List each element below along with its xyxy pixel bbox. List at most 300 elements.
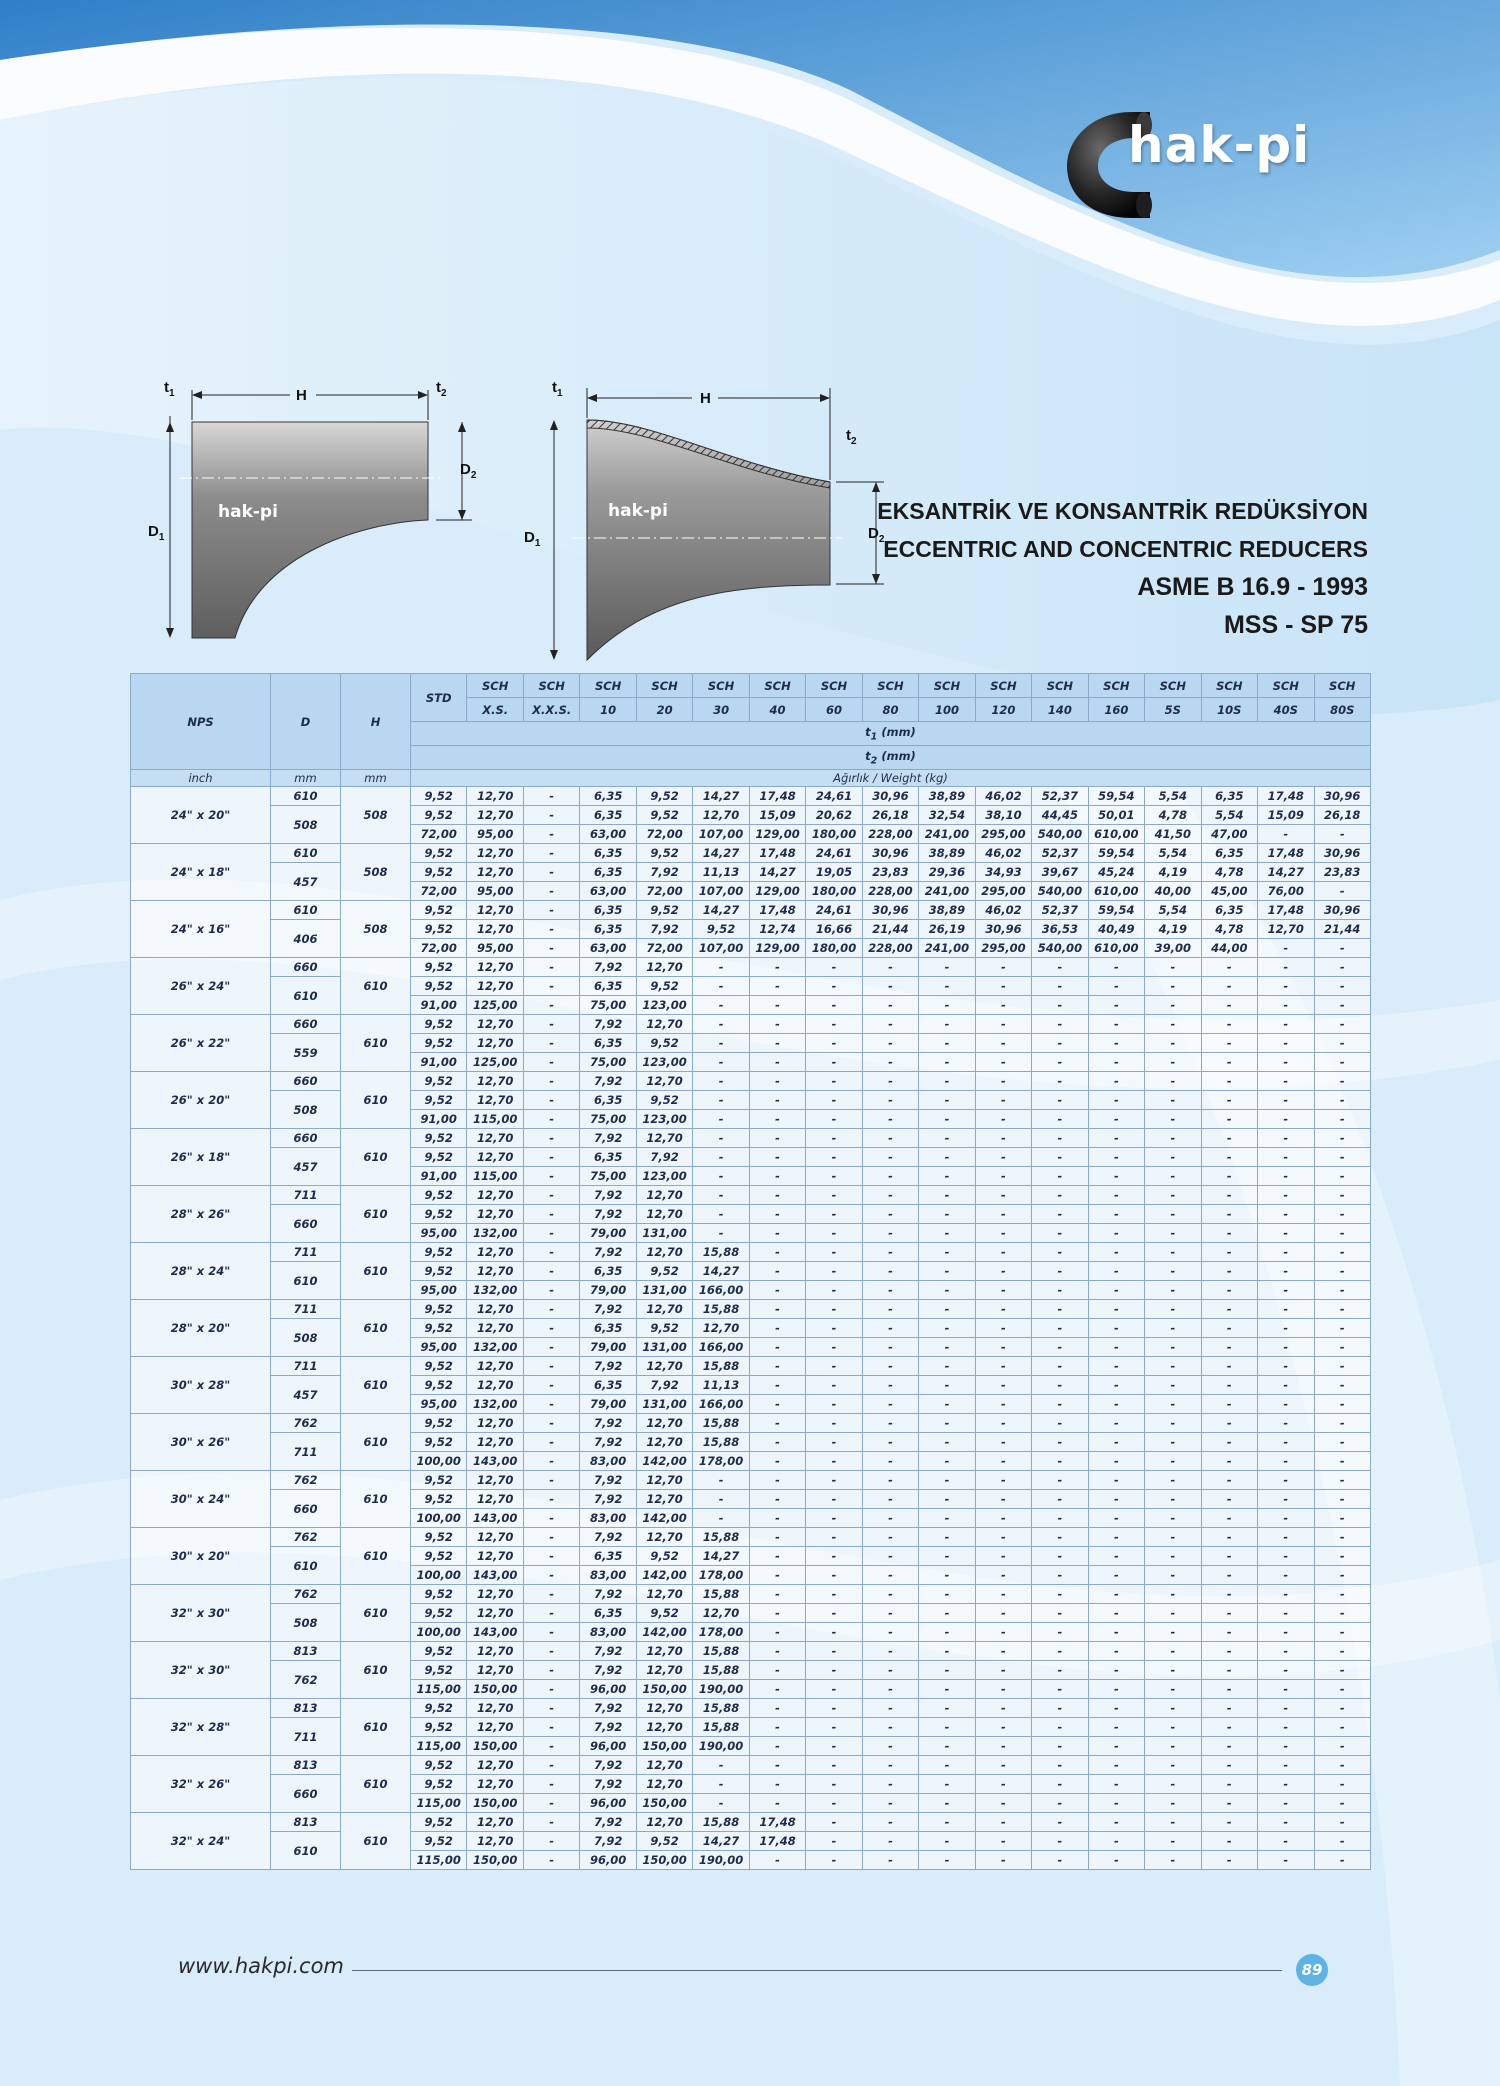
value-cell: - xyxy=(1201,1547,1257,1566)
value-cell: 7,92 xyxy=(580,1205,636,1224)
value-cell: 17,48 xyxy=(749,901,805,920)
value-cell: 295,00 xyxy=(975,825,1031,844)
value-cell: - xyxy=(975,1091,1031,1110)
value-cell: - xyxy=(862,1262,918,1281)
header-d: D xyxy=(271,674,341,770)
value-cell: - xyxy=(1088,1053,1144,1072)
value-cell: - xyxy=(523,1053,579,1072)
value-cell: - xyxy=(1201,1566,1257,1585)
value-cell: 72,00 xyxy=(636,882,692,901)
value-cell: 12,70 xyxy=(467,1376,523,1395)
value-cell: - xyxy=(1201,1490,1257,1509)
value-cell: - xyxy=(523,1585,579,1604)
brand-name: hak-pi xyxy=(1128,116,1311,174)
header-t1-sub: 1 xyxy=(870,731,878,743)
h-cell: 610 xyxy=(341,1756,411,1813)
value-cell: - xyxy=(1201,996,1257,1015)
value-cell: 24,61 xyxy=(806,787,862,806)
value-cell: - xyxy=(862,1338,918,1357)
value-cell: 12,70 xyxy=(467,1300,523,1319)
value-cell: 9,52 xyxy=(411,1471,467,1490)
table-row xyxy=(131,1034,1371,1053)
value-cell: - xyxy=(975,1490,1031,1509)
value-cell: 83,00 xyxy=(580,1566,636,1585)
value-cell: 9,52 xyxy=(411,1205,467,1224)
value-cell: - xyxy=(523,1224,579,1243)
value-cell: - xyxy=(1145,1509,1201,1528)
value-cell: - xyxy=(523,1072,579,1091)
value-cell: 7,92 xyxy=(580,1585,636,1604)
value-cell: - xyxy=(1088,1718,1144,1737)
value-cell: 95,00 xyxy=(411,1281,467,1300)
value-cell: 24,61 xyxy=(806,844,862,863)
value-cell: - xyxy=(1032,958,1088,977)
value-cell: 12,70 xyxy=(467,1072,523,1091)
value-cell: - xyxy=(862,1794,918,1813)
value-cell: - xyxy=(975,1262,1031,1281)
value-cell: 9,52 xyxy=(411,1148,467,1167)
value-cell: - xyxy=(1088,1585,1144,1604)
value-cell: - xyxy=(693,977,749,996)
value-cell: - xyxy=(1314,1186,1370,1205)
value-cell: 9,52 xyxy=(411,958,467,977)
value-cell: - xyxy=(1088,1851,1144,1870)
value-cell: 7,92 xyxy=(580,1357,636,1376)
header-schedule-14: 40S xyxy=(1258,698,1314,722)
h-cell: 610 xyxy=(341,1357,411,1414)
value-cell: 7,92 xyxy=(580,1756,636,1775)
value-cell: - xyxy=(806,1718,862,1737)
value-cell: 7,92 xyxy=(580,1832,636,1851)
value-cell: - xyxy=(1258,1775,1314,1794)
nps-cell: 30" x 24" xyxy=(131,1471,271,1528)
table-row xyxy=(131,901,1371,920)
value-cell: - xyxy=(1032,1091,1088,1110)
value-cell: - xyxy=(1145,1414,1201,1433)
value-cell: - xyxy=(806,1775,862,1794)
value-cell: 142,00 xyxy=(636,1566,692,1585)
value-cell: 123,00 xyxy=(636,1110,692,1129)
value-cell: - xyxy=(1201,1091,1257,1110)
value-cell: - xyxy=(862,1680,918,1699)
value-cell: - xyxy=(1258,939,1314,958)
table-row xyxy=(131,1243,1371,1262)
value-cell: - xyxy=(862,1604,918,1623)
value-cell: - xyxy=(693,1186,749,1205)
value-cell: - xyxy=(1314,1053,1370,1072)
value-cell: - xyxy=(523,1148,579,1167)
value-cell: - xyxy=(749,1794,805,1813)
value-cell: - xyxy=(919,996,975,1015)
value-cell: 228,00 xyxy=(862,825,918,844)
value-cell: - xyxy=(1088,1319,1144,1338)
value-cell: 23,83 xyxy=(862,863,918,882)
table-row xyxy=(131,1528,1371,1547)
value-cell: - xyxy=(1314,1338,1370,1357)
value-cell: - xyxy=(749,1642,805,1661)
value-cell: 115,00 xyxy=(467,1110,523,1129)
value-cell: 26,18 xyxy=(862,806,918,825)
value-cell: 9,52 xyxy=(636,787,692,806)
value-cell: 72,00 xyxy=(411,825,467,844)
value-cell: 4,78 xyxy=(1201,920,1257,939)
value-cell: 142,00 xyxy=(636,1509,692,1528)
value-cell: - xyxy=(1088,1832,1144,1851)
value-cell: - xyxy=(693,1015,749,1034)
value-cell: - xyxy=(749,1243,805,1262)
dim-d1-label: $D_1$ xyxy=(148,523,165,543)
header-h: H xyxy=(341,674,411,770)
value-cell: 14,27 xyxy=(693,1262,749,1281)
header-t2-unit: (mm) xyxy=(881,748,916,763)
value-cell: 12,70 xyxy=(636,1775,692,1794)
value-cell: - xyxy=(919,1224,975,1243)
value-cell: 17,48 xyxy=(1258,844,1314,863)
value-cell: - xyxy=(693,1794,749,1813)
value-cell: 7,92 xyxy=(636,863,692,882)
value-cell: 12,70 xyxy=(467,1547,523,1566)
value-cell: - xyxy=(1145,1623,1201,1642)
value-cell: 12,70 xyxy=(467,1585,523,1604)
value-cell: - xyxy=(749,1300,805,1319)
d-cell: 508 xyxy=(271,1319,341,1357)
d-cell: 813 xyxy=(271,1756,341,1775)
value-cell: - xyxy=(1201,1471,1257,1490)
value-cell: - xyxy=(749,1262,805,1281)
value-cell: - xyxy=(1088,1813,1144,1832)
value-cell: - xyxy=(806,1129,862,1148)
value-cell: - xyxy=(1258,1642,1314,1661)
value-cell: 12,70 xyxy=(467,787,523,806)
value-cell: - xyxy=(1201,1851,1257,1870)
value-cell: - xyxy=(919,1471,975,1490)
value-cell: - xyxy=(1201,1319,1257,1338)
value-cell: 38,89 xyxy=(919,901,975,920)
value-cell: - xyxy=(1201,1452,1257,1471)
value-cell: - xyxy=(1258,1053,1314,1072)
value-cell: - xyxy=(1088,1091,1144,1110)
value-cell: 12,70 xyxy=(636,1357,692,1376)
value-cell: 34,93 xyxy=(975,863,1031,882)
header-sch-word: SCH xyxy=(806,674,862,698)
value-cell: - xyxy=(523,1851,579,1870)
value-cell: - xyxy=(523,1357,579,1376)
value-cell: - xyxy=(806,1110,862,1129)
value-cell: - xyxy=(1088,1262,1144,1281)
value-cell: 6,35 xyxy=(1201,787,1257,806)
value-cell: 295,00 xyxy=(975,882,1031,901)
value-cell: 132,00 xyxy=(467,1224,523,1243)
value-cell: - xyxy=(1314,1737,1370,1756)
value-cell: - xyxy=(1145,1205,1201,1224)
value-cell: - xyxy=(919,1680,975,1699)
value-cell: - xyxy=(1258,1623,1314,1642)
value-cell: 7,92 xyxy=(580,1642,636,1661)
value-cell: 14,27 xyxy=(693,1547,749,1566)
value-cell: 44,00 xyxy=(1201,939,1257,958)
value-cell: 7,92 xyxy=(580,1186,636,1205)
value-cell: - xyxy=(1032,1338,1088,1357)
value-cell: 12,70 xyxy=(636,1015,692,1034)
h-cell: 610 xyxy=(341,1528,411,1585)
value-cell: 72,00 xyxy=(411,939,467,958)
value-cell: - xyxy=(1145,1566,1201,1585)
value-cell: - xyxy=(1032,1205,1088,1224)
unit-mm-d: mm xyxy=(271,770,341,787)
value-cell: - xyxy=(1258,1851,1314,1870)
value-cell: - xyxy=(523,1680,579,1699)
nps-cell: 32" x 28" xyxy=(131,1699,271,1756)
d-cell: 508 xyxy=(271,806,341,844)
value-cell: - xyxy=(693,1490,749,1509)
value-cell: - xyxy=(749,1661,805,1680)
value-cell: 17,48 xyxy=(749,844,805,863)
value-cell: 12,70 xyxy=(1258,920,1314,939)
value-cell: - xyxy=(975,1129,1031,1148)
value-cell: - xyxy=(1032,1433,1088,1452)
value-cell: 12,70 xyxy=(636,958,692,977)
value-cell: - xyxy=(806,1851,862,1870)
value-cell: - xyxy=(1314,1547,1370,1566)
value-cell: 15,88 xyxy=(693,1357,749,1376)
value-cell: 19,05 xyxy=(806,863,862,882)
value-cell: 12,70 xyxy=(467,1433,523,1452)
table-row xyxy=(131,1357,1371,1376)
value-cell: 12,70 xyxy=(636,1661,692,1680)
value-cell: - xyxy=(975,1034,1031,1053)
value-cell: - xyxy=(806,1338,862,1357)
header-schedule-13: 10S xyxy=(1201,698,1257,722)
value-cell: - xyxy=(1258,996,1314,1015)
value-cell: 228,00 xyxy=(862,882,918,901)
value-cell: 30,96 xyxy=(975,920,1031,939)
value-cell: - xyxy=(1201,1034,1257,1053)
value-cell: 143,00 xyxy=(467,1623,523,1642)
value-cell: - xyxy=(1201,1186,1257,1205)
value-cell: - xyxy=(919,1718,975,1737)
value-cell: - xyxy=(1201,1053,1257,1072)
value-cell: - xyxy=(523,1813,579,1832)
value-cell: - xyxy=(1032,1661,1088,1680)
nps-cell: 32" x 24" xyxy=(131,1813,271,1870)
dim-t1-label-2: $t_1$ xyxy=(552,379,563,399)
value-cell: - xyxy=(806,1737,862,1756)
value-cell: - xyxy=(1088,1072,1144,1091)
value-cell: 4,78 xyxy=(1201,863,1257,882)
value-cell: - xyxy=(1145,1680,1201,1699)
value-cell: - xyxy=(1258,1528,1314,1547)
value-cell: - xyxy=(1032,1490,1088,1509)
value-cell: - xyxy=(1314,1623,1370,1642)
value-cell: - xyxy=(1314,1813,1370,1832)
value-cell: - xyxy=(919,958,975,977)
value-cell: - xyxy=(1032,1509,1088,1528)
value-cell: - xyxy=(806,1376,862,1395)
value-cell: - xyxy=(749,1053,805,1072)
value-cell: 32,54 xyxy=(919,806,975,825)
nps-cell: 30" x 20" xyxy=(131,1528,271,1585)
value-cell: 38,10 xyxy=(975,806,1031,825)
value-cell: 52,37 xyxy=(1032,844,1088,863)
value-cell: - xyxy=(975,1110,1031,1129)
value-cell: - xyxy=(523,1604,579,1623)
value-cell: 100,00 xyxy=(411,1566,467,1585)
value-cell: 6,35 xyxy=(580,1547,636,1566)
value-cell: 17,48 xyxy=(749,787,805,806)
table-row xyxy=(131,1661,1371,1680)
h-cell: 508 xyxy=(341,844,411,901)
value-cell: - xyxy=(749,1528,805,1547)
value-cell: 45,00 xyxy=(1201,882,1257,901)
header-weight: Ağırlık / Weight (kg) xyxy=(411,770,1371,787)
dim-d2-label: $D_2$ xyxy=(460,461,477,481)
value-cell: - xyxy=(1314,1091,1370,1110)
value-cell: - xyxy=(1088,1414,1144,1433)
table-row xyxy=(131,977,1371,996)
value-cell: 40,00 xyxy=(1145,882,1201,901)
value-cell: - xyxy=(749,1205,805,1224)
unit-inch: inch xyxy=(131,770,271,787)
value-cell: 12,70 xyxy=(467,1243,523,1262)
value-cell: 100,00 xyxy=(411,1623,467,1642)
value-cell: - xyxy=(523,1338,579,1357)
value-cell: - xyxy=(1088,1661,1144,1680)
value-cell: 12,70 xyxy=(467,1528,523,1547)
value-cell: 6,35 xyxy=(580,1091,636,1110)
value-cell: - xyxy=(523,1509,579,1528)
nps-cell: 24" x 16" xyxy=(131,901,271,958)
value-cell: 150,00 xyxy=(636,1794,692,1813)
value-cell: 7,92 xyxy=(580,1129,636,1148)
value-cell: - xyxy=(862,1167,918,1186)
value-cell: - xyxy=(523,1319,579,1338)
value-cell: 7,92 xyxy=(580,1300,636,1319)
header-schedule-2: 10 xyxy=(580,698,636,722)
value-cell: - xyxy=(806,1699,862,1718)
value-cell: - xyxy=(806,1680,862,1699)
value-cell: 12,70 xyxy=(636,1186,692,1205)
value-cell: - xyxy=(1145,1604,1201,1623)
value-cell: 9,52 xyxy=(636,901,692,920)
value-cell: - xyxy=(806,958,862,977)
value-cell: 9,52 xyxy=(411,1832,467,1851)
value-cell: 11,13 xyxy=(693,1376,749,1395)
value-cell: - xyxy=(1258,1224,1314,1243)
value-cell: 12,70 xyxy=(467,806,523,825)
value-cell: - xyxy=(1088,1775,1144,1794)
header-schedule-5: 40 xyxy=(749,698,805,722)
d-cell: 610 xyxy=(271,844,341,863)
value-cell: - xyxy=(806,1300,862,1319)
table-row xyxy=(131,1376,1371,1395)
value-cell: - xyxy=(693,1072,749,1091)
header-sch-word: SCH xyxy=(523,674,579,698)
table-row xyxy=(131,1300,1371,1319)
value-cell: - xyxy=(749,1585,805,1604)
nps-cell: 32" x 30" xyxy=(131,1642,271,1699)
value-cell: - xyxy=(693,1110,749,1129)
value-cell: - xyxy=(806,1509,862,1528)
value-cell: - xyxy=(1201,1072,1257,1091)
value-cell: - xyxy=(919,1148,975,1167)
value-cell: - xyxy=(862,1471,918,1490)
value-cell: - xyxy=(1088,958,1144,977)
value-cell: - xyxy=(1314,1851,1370,1870)
value-cell: - xyxy=(806,1186,862,1205)
value-cell: 75,00 xyxy=(580,1110,636,1129)
value-cell: - xyxy=(1145,1528,1201,1547)
value-cell: 12,70 xyxy=(636,1813,692,1832)
value-cell: - xyxy=(862,1642,918,1661)
value-cell: - xyxy=(919,1376,975,1395)
value-cell: - xyxy=(862,1547,918,1566)
value-cell: - xyxy=(975,1053,1031,1072)
value-cell: 610,00 xyxy=(1088,882,1144,901)
table-row xyxy=(131,844,1371,863)
value-cell: - xyxy=(975,1680,1031,1699)
value-cell: - xyxy=(862,1205,918,1224)
value-cell: - xyxy=(1088,1357,1144,1376)
value-cell: - xyxy=(523,939,579,958)
value-cell: - xyxy=(862,1281,918,1300)
value-cell: - xyxy=(806,1015,862,1034)
value-cell: - xyxy=(1088,1547,1144,1566)
value-cell: - xyxy=(1088,1224,1144,1243)
value-cell: - xyxy=(749,1224,805,1243)
value-cell: - xyxy=(1258,1129,1314,1148)
value-cell: - xyxy=(1145,1775,1201,1794)
table-row xyxy=(131,1433,1371,1452)
value-cell: - xyxy=(1201,1395,1257,1414)
footer-website-link[interactable]: www.hakpi.com xyxy=(178,1954,344,1978)
h-cell: 610 xyxy=(341,1243,411,1300)
value-cell: - xyxy=(1145,1357,1201,1376)
value-cell: 30,96 xyxy=(1314,787,1370,806)
d-cell: 508 xyxy=(271,1091,341,1129)
value-cell: 9,52 xyxy=(411,1091,467,1110)
standard-asme: ASME B 16.9 - 1993 xyxy=(1137,573,1368,601)
header-sch-word: SCH xyxy=(1145,674,1201,698)
value-cell: - xyxy=(975,1148,1031,1167)
value-cell: - xyxy=(862,977,918,996)
value-cell: 241,00 xyxy=(919,825,975,844)
value-cell: - xyxy=(1314,1661,1370,1680)
value-cell: - xyxy=(1032,1072,1088,1091)
value-cell: 131,00 xyxy=(636,1281,692,1300)
value-cell: - xyxy=(1088,996,1144,1015)
d-cell: 762 xyxy=(271,1661,341,1699)
h-cell: 610 xyxy=(341,1414,411,1471)
value-cell: - xyxy=(1032,1756,1088,1775)
value-cell: 12,70 xyxy=(636,1585,692,1604)
value-cell: - xyxy=(1258,1357,1314,1376)
value-cell: - xyxy=(1088,1148,1144,1167)
value-cell: - xyxy=(919,1604,975,1623)
value-cell: - xyxy=(1088,1338,1144,1357)
value-cell: - xyxy=(693,1775,749,1794)
value-cell: - xyxy=(523,1110,579,1129)
value-cell: - xyxy=(975,1509,1031,1528)
h-cell: 610 xyxy=(341,1642,411,1699)
table-row xyxy=(131,1129,1371,1148)
dim-t2-label-2: $t_2$ xyxy=(846,427,857,447)
value-cell: - xyxy=(862,1015,918,1034)
value-cell: 9,52 xyxy=(411,1775,467,1794)
value-cell: - xyxy=(919,1072,975,1091)
value-cell: - xyxy=(919,1300,975,1319)
table-row xyxy=(131,1148,1371,1167)
value-cell: - xyxy=(919,1262,975,1281)
